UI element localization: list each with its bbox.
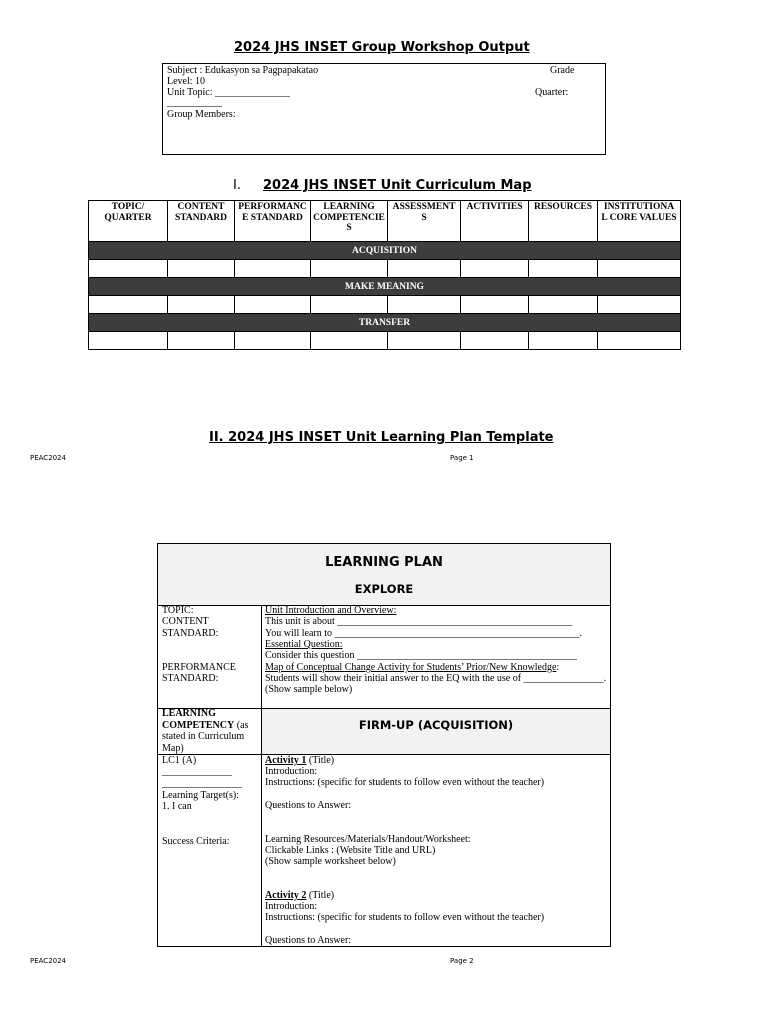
band-row: TRANSFER xyxy=(89,314,681,332)
topic-label: TOPIC: xyxy=(162,605,194,616)
col-header: TOPIC/ QUARTER xyxy=(89,201,168,242)
activity-2-introduction: Introduction: xyxy=(265,901,318,912)
content-label: CONTENT xyxy=(162,616,209,627)
quarter-field: Quarter: xyxy=(535,87,569,98)
show-sample-line: (Show sample below) xyxy=(265,684,353,695)
learning-competency-label xyxy=(162,708,260,754)
band-row: ACQUISITION xyxy=(89,242,681,260)
consider-question-line: Consider this question ____________________________________________ xyxy=(265,650,577,661)
group-members-field: Group Members: xyxy=(167,109,236,120)
level-field: Level: 10 xyxy=(167,76,206,87)
lc-rest-2: stated in Curriculum xyxy=(162,731,245,742)
learning-plan-title: LEARNING PLAN xyxy=(325,555,443,570)
lc-rest-3: Map) xyxy=(162,742,184,754)
lc-bold-1: LEARNING xyxy=(162,708,216,719)
activity-2-questions: Questions to Answer: xyxy=(265,935,352,946)
unit-intro-heading: Unit Introduction and Overview: xyxy=(265,605,397,616)
conceptual-change-colon: : xyxy=(556,662,560,673)
performance-standard-label: STANDARD: xyxy=(162,673,219,684)
table-row xyxy=(89,260,681,278)
activity-1-title: (Title) xyxy=(306,755,335,766)
col-header: ACTIVITIES xyxy=(461,201,529,242)
footer-left-2: PEAC2024 xyxy=(30,957,67,965)
col-header: LEARNING COMPETENCIE S xyxy=(311,201,388,242)
table-row xyxy=(89,332,681,350)
lc-rest-1: (as xyxy=(234,719,249,731)
col-header: CONTENT STANDARD xyxy=(168,201,235,242)
success-criteria-label: Success Criteria: xyxy=(162,836,230,847)
content-standard-label: STANDARD: xyxy=(162,628,219,639)
info-box xyxy=(162,63,606,155)
firmup-heading: FIRM-UP (ACQUISITION) xyxy=(358,718,514,732)
unit-topic-field: Unit Topic: _______________ xyxy=(167,87,291,98)
unit-about-line: This unit is about _______________________________________________ xyxy=(265,616,573,627)
activity-2-title: (Title) xyxy=(306,890,335,901)
learning-targets-label: Learning Target(s): xyxy=(162,790,239,801)
section2-title: II. 2024 JHS INSET Unit Learning Plan Template xyxy=(209,430,554,445)
grade-field: Grade xyxy=(550,65,575,76)
col-header: INSTITUTIONA L CORE VALUES xyxy=(598,201,681,242)
table-row xyxy=(89,296,681,314)
learn-to-line: You will learn to _________________________________________________. xyxy=(265,628,583,639)
activity-1-instructions: Instructions: (specific for students to follow even without the teacher) xyxy=(265,777,545,788)
col-header: RESOURCES xyxy=(529,201,598,242)
students-line: Students will show their initial answer to the EQ with the use of ________________. xyxy=(265,673,607,684)
activity-2-heading xyxy=(265,890,334,902)
lc1-label: LC1 (A) xyxy=(162,755,197,766)
curriculum-map-table xyxy=(88,200,681,350)
column-divider xyxy=(261,605,262,946)
page-number: Page 1 xyxy=(450,454,474,462)
activity-2-label: Activity 2 xyxy=(265,890,307,901)
col-header: ASSESSMENT S xyxy=(388,201,461,242)
table-header-row xyxy=(89,201,681,242)
activity-2-instructions: Instructions: (specific for students to follow even without the teacher) xyxy=(265,912,545,923)
lc1-line-2: ________________ xyxy=(162,778,242,789)
activity-1-introduction: Introduction: xyxy=(265,766,318,777)
footer-left: PEAC2024 xyxy=(30,454,67,462)
sample-worksheet-line: (Show sample worksheet below) xyxy=(265,856,396,867)
section-title: 2024 JHS INSET Unit Curriculum Map xyxy=(263,178,532,193)
performance-label: PERFORMANCE xyxy=(162,662,236,673)
col-header: PERFORMANC E STANDARD xyxy=(235,201,311,242)
activity-1-questions: Questions to Answer: xyxy=(265,800,352,811)
learning-plan-table xyxy=(157,543,611,947)
section-number: I. xyxy=(233,178,241,193)
activity-1-heading xyxy=(265,755,334,767)
page-number-2: Page 2 xyxy=(450,957,474,965)
learning-plan-header xyxy=(158,544,610,606)
band-row: MAKE MEANING xyxy=(89,278,681,296)
page-title: 2024 JHS INSET Group Workshop Output xyxy=(234,40,530,55)
lc1-line-1: ______________ xyxy=(162,766,232,777)
explore-heading: EXPLORE xyxy=(354,582,414,596)
activity-1-label: Activity 1 xyxy=(265,755,307,766)
conceptual-change-text: Map of Conceptual Change Activity for Students’ Prior/New Knowledge xyxy=(265,662,557,673)
lc-bold-2: COMPETENCY xyxy=(162,719,235,731)
essential-question-heading: Essential Question: xyxy=(265,639,343,650)
row-divider xyxy=(158,754,610,755)
subject-field: Subject : Edukasyon sa Pagpapakatao xyxy=(167,65,319,76)
conceptual-change-heading xyxy=(265,662,559,674)
underline-field: ___________ xyxy=(167,97,222,108)
i-can-label: 1. I can xyxy=(162,801,192,812)
learning-resources-line: Learning Resources/Materials/Handout/Worksheet: xyxy=(265,834,471,845)
clickable-links-line: Clickable Links : (Website Title and URL) xyxy=(265,845,436,856)
